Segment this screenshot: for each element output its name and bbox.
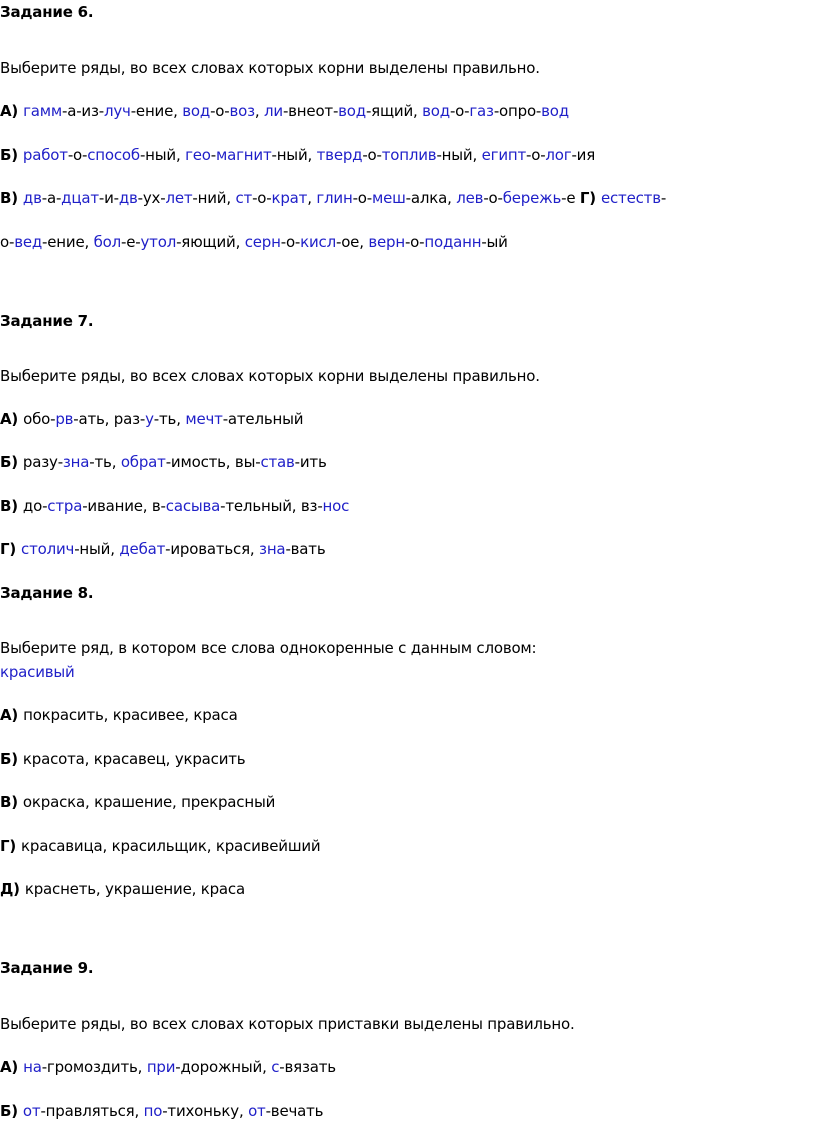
highlighted-morpheme: зна <box>259 540 286 558</box>
text-fragment: -алка, <box>405 189 457 207</box>
highlighted-morpheme: столич <box>21 540 75 558</box>
text-fragment: -громоздить, <box>41 1058 147 1076</box>
text-fragment: -ивание, в- <box>82 497 166 515</box>
text-fragment: -о- <box>404 233 425 251</box>
text-fragment: , <box>307 189 317 207</box>
option-label: Г) <box>0 540 22 558</box>
highlighted-morpheme: дебат <box>119 540 166 558</box>
text-fragment: - <box>660 189 667 207</box>
highlighted-morpheme: у <box>145 410 154 428</box>
task6-prompt: Выберите ряды, во всех словах которых корни выделены правильно. <box>0 59 540 77</box>
highlighted-morpheme: крат <box>271 189 308 207</box>
task8-option-d: Г) красавица, красильщик, красивейший <box>0 837 321 855</box>
task7-option-b <box>0 452 327 472</box>
highlighted-morpheme: серн <box>244 233 281 251</box>
text-fragment: -ательный <box>222 410 304 428</box>
highlighted-morpheme: тверд <box>316 146 363 164</box>
option-label: А) <box>0 102 24 120</box>
highlighted-morpheme: луч <box>103 102 131 120</box>
text-fragment: -имость, вы- <box>165 453 261 471</box>
highlighted-morpheme: от <box>22 1102 41 1120</box>
text-fragment: -вать <box>285 540 326 558</box>
highlighted-morpheme: меш <box>371 189 406 207</box>
text-fragment: разу- <box>22 453 63 471</box>
task7-prompt: Выберите ряды, во всех словах которых корни выделены правильно. <box>0 367 540 385</box>
highlighted-morpheme: бол <box>93 233 122 251</box>
highlighted-morpheme: дв <box>22 189 42 207</box>
highlighted-morpheme: топлив <box>381 146 437 164</box>
text-fragment: -е <box>561 189 580 207</box>
text-fragment: -ный, <box>139 146 186 164</box>
highlighted-morpheme: газ <box>469 102 494 120</box>
text-fragment: -о- <box>352 189 372 207</box>
highlighted-morpheme: сасыва <box>165 497 221 515</box>
highlighted-morpheme: стра <box>47 497 83 515</box>
task8-prompt: Выберите ряд, в котором все слова однокоренные с данным словом: <box>0 639 537 657</box>
highlighted-morpheme: на <box>23 1058 42 1076</box>
task8-option-b: Б) красота, красавец, украсить <box>0 750 246 768</box>
task9-prompt: Выберите ряды, во всех словах которых приставки выделены правильно. <box>0 1015 575 1033</box>
text-fragment: -ть, <box>153 410 186 428</box>
text-fragment: -о- <box>280 233 301 251</box>
highlighted-morpheme: при <box>146 1058 176 1076</box>
highlighted-morpheme: вод <box>422 102 450 120</box>
text-fragment: -ия <box>571 146 596 164</box>
text-fragment: -о- <box>483 189 503 207</box>
highlighted-morpheme: глин <box>316 189 353 207</box>
highlighted-morpheme: магнит <box>216 146 272 164</box>
highlighted-morpheme: естеств <box>600 189 661 207</box>
text-fragment: о- <box>0 233 15 251</box>
task7-option-d <box>0 539 325 559</box>
text-fragment: -а-из- <box>62 102 104 120</box>
highlighted-morpheme: лет <box>165 189 193 207</box>
text-fragment: -опро- <box>493 102 542 120</box>
highlighted-morpheme: зна <box>62 453 90 471</box>
text-fragment: -о- <box>526 146 546 164</box>
highlighted-morpheme: бережь <box>502 189 562 207</box>
highlighted-morpheme: лев <box>456 189 484 207</box>
highlighted-morpheme: работ <box>22 146 68 164</box>
task8-option-e: Д) краснеть, украшение, краса <box>0 880 245 898</box>
highlighted-morpheme: вод <box>182 102 211 120</box>
text-fragment: -ать, раз- <box>73 410 146 428</box>
text-fragment: -ение, <box>130 102 183 120</box>
option-label: А) <box>0 1058 24 1076</box>
highlighted-morpheme: обрат <box>120 453 166 471</box>
highlighted-morpheme: мечт <box>185 410 223 428</box>
text-fragment: -внеот- <box>282 102 339 120</box>
highlighted-morpheme: гео <box>185 146 211 164</box>
highlighted-morpheme: лог <box>545 146 572 164</box>
highlighted-morpheme: гамм <box>23 102 62 120</box>
text-fragment: -ый <box>481 233 508 251</box>
text-fragment: - <box>210 146 216 164</box>
text-fragment: , <box>254 102 265 120</box>
text-fragment: -о- <box>362 146 382 164</box>
text-fragment: -вязать <box>279 1058 336 1076</box>
highlighted-morpheme: кисл <box>300 233 336 251</box>
text-fragment: -и- <box>98 189 119 207</box>
option-label: Г) <box>579 189 601 207</box>
text-fragment: -ный, <box>436 146 482 164</box>
highlighted-morpheme: став <box>260 453 295 471</box>
highlighted-morpheme: египт <box>481 146 527 164</box>
highlighted-morpheme: с <box>271 1058 280 1076</box>
highlighted-morpheme: ли <box>264 102 283 120</box>
task8-option-a: А) покрасить, красивее, краса <box>0 706 238 724</box>
task6-option-d-continued <box>0 232 508 252</box>
highlighted-morpheme: по <box>143 1102 163 1120</box>
text-fragment: -правляться, <box>40 1102 144 1120</box>
text-fragment: -ение, <box>42 233 94 251</box>
text-fragment: -ный, <box>74 540 120 558</box>
option-label: А) <box>0 410 24 428</box>
text-fragment: -ить <box>294 453 327 471</box>
text-fragment: -ть, <box>89 453 121 471</box>
highlighted-morpheme: вед <box>14 233 43 251</box>
highlighted-morpheme: рв <box>55 410 74 428</box>
option-label: В) <box>0 497 23 515</box>
highlighted-morpheme: вод <box>338 102 366 120</box>
task8-option-c: В) окраска, крашение, прекрасный <box>0 793 276 811</box>
text-fragment: -ящий, <box>365 102 423 120</box>
option-label: Б) <box>0 146 23 164</box>
text-fragment: -а- <box>41 189 62 207</box>
option-label: Б) <box>0 453 23 471</box>
task7-option-c <box>0 496 349 516</box>
text-fragment: -о- <box>252 189 272 207</box>
text-fragment: до- <box>22 497 48 515</box>
highlighted-morpheme: ст <box>235 189 253 207</box>
task7-option-a <box>0 409 303 429</box>
text-fragment: -тихоньку, <box>162 1102 249 1120</box>
task8-title: Задание 8. <box>0 584 94 602</box>
highlighted-morpheme: дцат <box>61 189 99 207</box>
task9-option-b <box>0 1101 323 1121</box>
highlighted-morpheme: дв <box>118 189 138 207</box>
highlighted-morpheme: от <box>248 1102 266 1120</box>
text-fragment: -о- <box>210 102 230 120</box>
highlighted-morpheme: поданн <box>424 233 482 251</box>
highlighted-morpheme: воз <box>229 102 255 120</box>
text-fragment: -о- <box>449 102 470 120</box>
text-fragment: -яющий, <box>176 233 245 251</box>
task6-option-a <box>0 101 569 121</box>
text-fragment: -тельный, вз- <box>220 497 323 515</box>
text-fragment: -вечать <box>265 1102 324 1120</box>
highlighted-morpheme: верн <box>368 233 405 251</box>
highlighted-morpheme: вод <box>541 102 569 120</box>
text-fragment: -ое, <box>335 233 369 251</box>
task6-option-b <box>0 145 595 165</box>
task9-title: Задание 9. <box>0 959 94 977</box>
option-label: В) <box>0 189 23 207</box>
text-fragment: -ироваться, <box>165 540 260 558</box>
text-fragment: -дорожный, <box>175 1058 272 1076</box>
text-fragment: -ный, <box>271 146 317 164</box>
text-fragment: -ний, <box>192 189 236 207</box>
task8-keyword: красивый <box>0 663 75 681</box>
text-fragment: -е- <box>121 233 141 251</box>
highlighted-morpheme: способ <box>87 146 140 164</box>
task6-title: Задание 6. <box>0 3 94 21</box>
option-label: Б) <box>0 1102 23 1120</box>
highlighted-morpheme: нос <box>322 497 350 515</box>
text-fragment: -о- <box>67 146 88 164</box>
task6-option-c-d <box>0 188 666 208</box>
highlighted-morpheme: утол <box>140 233 177 251</box>
task9-option-a <box>0 1057 336 1077</box>
text-fragment: -ух- <box>137 189 166 207</box>
task7-title: Задание 7. <box>0 312 94 330</box>
text-fragment: обо- <box>23 410 56 428</box>
